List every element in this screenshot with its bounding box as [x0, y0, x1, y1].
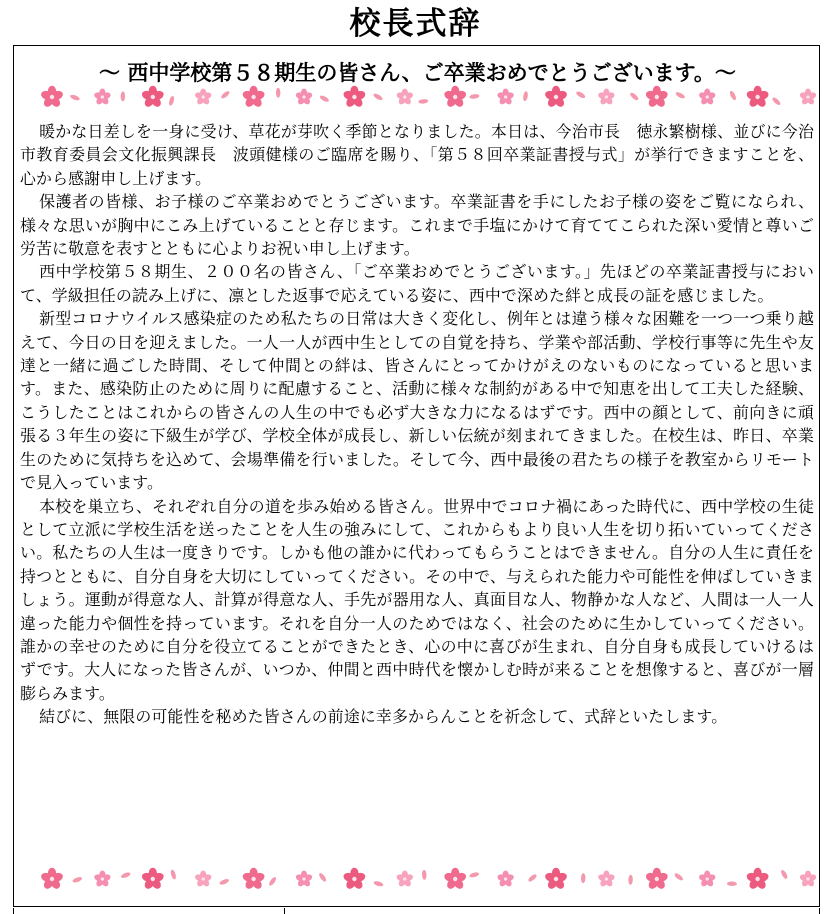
petal-icon	[121, 91, 126, 101]
cherry-blossom-icon	[342, 86, 366, 109]
paragraph-future: 本校を巣立ち、それぞれ自分の道を歩み始める皆さん。世界中でコロナ禍にあった時代に、西中学校の生徒として立派に学校生活を送ったことを人生の強みにして、これからもより良い人生を切り拓いていってください。私たちの人生は一度きりです。しかも他の誰かに代わってもらうことはできません。自分の人生に責任を持つとともに、自分自身を大切にしていってください。その中で、与えられた能力や可能性を伸ばしていきましょう。運動が得意な人、計算が得意な人、手先が器用な人、真面目な人、物静かな人など、人間は一人一人違った能力や個性を持っています。それを自分一人のためではなく、社会のために生かしていってください。誰かの幸せのために自分を役立てることができたとき、心の中に喜びが生まれ、自分自身も成長していけるはずです。大人になった皆さんが、いつか、仲間と西中時代を懐かしむ時が来ることを想像すると、喜びが一層膨らみます。	[20, 496, 814, 703]
cherry-blossom-icon	[597, 871, 615, 888]
cherry-blossom-icon	[799, 89, 817, 106]
petal-icon	[629, 91, 639, 101]
cherry-blossom-icon	[746, 868, 770, 891]
petal-icon	[675, 91, 686, 100]
petal-icon	[469, 871, 480, 878]
cherry-blossom-icon	[93, 89, 111, 106]
paragraph-covid: 新型コロナウイルス感染症のため私たちの日常は大きく変化し、例年とは違う様々な困難を一つ一つ乗り越えて、今日の日を迎えました。一人一人が西中生としての自覚を持ち、学業や部活動、学校行事等に先生や友達と一緒に過ごした時間、そして仲間との絆は、皆さんにとってかけがえのないものになっていると思います。また、感染防止のために周りに配慮すること、活動に様々な制約がある中で知恵を出して工夫した経験、こうしたことはこれからの皆さんの人生の中でも必ず大きな力になるはずです。西中の顔として、前向きに頑張る３年生の姿に下級生が学び、学校全体が成長し、新しい伝統が刻まれてきました。在校生は、昨日、卒業生のために気持ちを込めて、会場準備を行いました。そして今、西中最後の君たちの様子を教室からリモートで見入っています。	[20, 309, 814, 493]
cherry-blossom-icon	[242, 86, 266, 109]
paragraph-closing: 結びに、無限の可能性を秘めた皆さんの前途に幸多からんことを祈念して、式辞といたします。	[39, 707, 728, 727]
petal-icon	[422, 870, 427, 880]
cherry-blossom-border-top	[40, 84, 820, 110]
petal-icon	[523, 91, 529, 102]
cherry-blossom-icon	[342, 868, 366, 891]
cherry-blossom-icon	[40, 86, 64, 109]
petal-icon	[418, 99, 428, 104]
petal-icon	[373, 92, 384, 101]
petal-icon	[319, 94, 330, 103]
speech-headline: ～ 西中学校第５８期生の皆さん、ご卒業おめでとうございます。～	[99, 61, 736, 85]
cherry-blossom-icon	[295, 89, 313, 106]
petal-icon	[72, 876, 83, 884]
page-title: 校長式辞	[349, 6, 482, 42]
cherry-blossom-icon	[698, 89, 716, 106]
cherry-blossom-icon	[597, 89, 615, 106]
petal-icon	[469, 94, 480, 100]
petal-icon	[276, 88, 280, 98]
petal-icon	[771, 96, 781, 106]
cherry-blossom-icon	[443, 868, 467, 891]
cherry-blossom-icon	[141, 86, 165, 109]
speech-body	[20, 120, 814, 729]
petal-icon	[581, 873, 586, 883]
cherry-blossom-icon	[396, 871, 414, 888]
cherry-blossom-icon	[497, 871, 515, 888]
cherry-blossom-icon	[242, 868, 266, 891]
cherry-blossom-icon	[396, 89, 414, 106]
paragraph-guardians: 保護者の皆様、お子様のご卒業おめでとうございます。卒業証書を手にしたお子様の姿をご覧になられ、様々な思いが胸中にこみ上げていることと存じます。これまで手塩にかけて育ててこられた深い愛情と尊いご労苦に敬意を表すとともに心よりお祝い申し上げます。	[20, 192, 814, 259]
petal-icon	[575, 90, 586, 99]
petal-icon	[220, 90, 231, 100]
petal-icon	[780, 869, 789, 880]
cherry-blossom-icon	[799, 871, 817, 888]
cherry-blossom-icon	[194, 89, 212, 106]
cherry-blossom-icon	[497, 89, 515, 106]
cherry-blossom-icon	[40, 868, 64, 891]
cherry-blossom-icon	[645, 868, 669, 891]
cherry-blossom-icon	[141, 868, 165, 891]
cherry-blossom-icon	[746, 86, 770, 109]
petal-icon	[219, 878, 230, 886]
cherry-blossom-icon	[295, 871, 313, 888]
petal-icon	[727, 881, 737, 886]
petal-icon	[673, 872, 684, 882]
petal-icon	[373, 880, 384, 887]
bottom-divider	[13, 908, 820, 914]
cherry-blossom-icon	[544, 868, 568, 891]
cherry-blossom-border-bottom	[40, 866, 820, 892]
petal-icon	[268, 876, 277, 887]
petal-icon	[120, 871, 131, 879]
cherry-blossom-icon	[93, 871, 111, 888]
cherry-blossom-icon	[194, 871, 212, 888]
petal-icon	[168, 95, 175, 106]
petal-icon	[527, 873, 538, 883]
cherry-blossom-icon	[544, 86, 568, 109]
cherry-blossom-icon	[645, 86, 669, 109]
petal-icon	[729, 90, 737, 101]
petal-icon	[69, 94, 80, 102]
petal-icon	[318, 872, 327, 883]
cherry-blossom-icon	[443, 86, 467, 109]
petal-icon	[170, 869, 177, 880]
paragraph-greeting: 暖かな日差しを一身に受け、草花が芽吹く季節となりました。本日は、今治市長 徳永繁樹様、並びに今治市教育委員会文化振興課長 波頭健様のご臨席を賜り、「第５８回卒業証書授与式」が挙行できますことを、心から感謝申し上げます。	[20, 122, 814, 188]
petal-icon	[628, 875, 633, 885]
cherry-blossom-icon	[698, 871, 716, 888]
paragraph-graduates: 西中学校第５８期生、２００名の皆さん、「ご卒業おめでとうございます。」先ほどの卒業証書授与において、学級担任の読み上げに、凛とした返事で応えている姿に、西中で深めた絆と成長の証を感じました。	[20, 262, 814, 305]
